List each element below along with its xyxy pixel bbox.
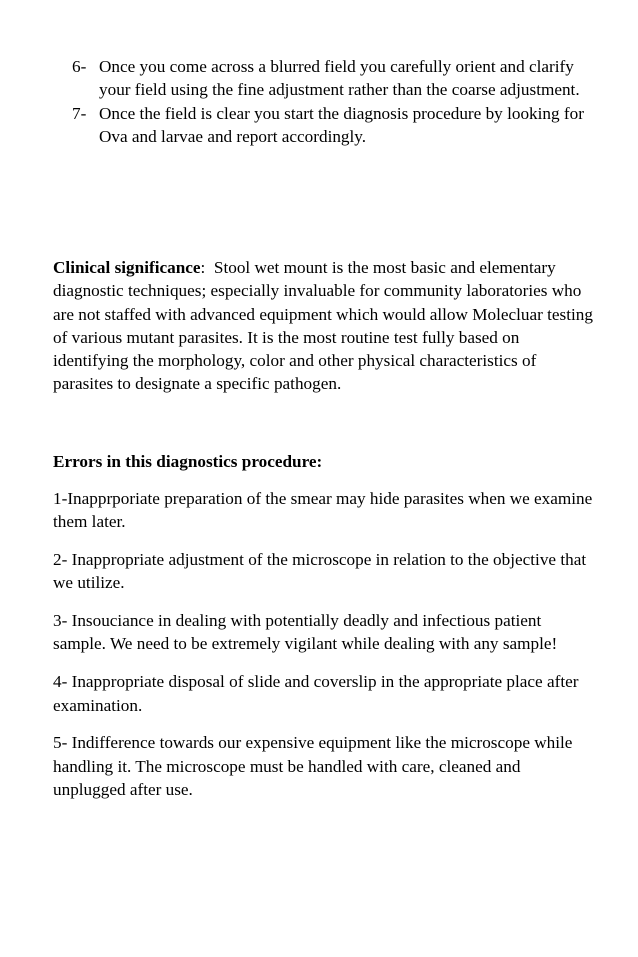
step-number: 6- [72, 57, 87, 76]
errors-list [53, 487, 593, 816]
step-text: Once you come across a blurred field you carefully orient and clarify your field using the fine adjustment rather than the coarse adjustment. [99, 57, 580, 100]
error-item: 4- Inappropriate disposal of slide and coverslip in the appropriate place after examination. [53, 672, 579, 715]
procedure-step [72, 102, 592, 149]
clinical-significance-text: Stool wet mount is the most basic and elementary diagnostic techniques; especially invaluable for community laboratories who are not staffed with advanced equipment which would allow Molecluar testing of various mutant parasites. It is the most routine test fully based on identifying the morphology, color and other physical characteristics of parasites to designate a specific pathogen. [53, 258, 598, 394]
error-item: 2- Inappropriate adjustment of the microscope in relation to the objective that we utilize. [53, 550, 587, 593]
clinical-significance-paragraph [53, 256, 598, 396]
procedure-steps-list [72, 55, 592, 148]
error-item: 3- Insouciance in dealing with potentially deadly and infectious patient sample. We need to be extremely vigilant while dealing with any sample! [53, 611, 558, 654]
error-item: 1-Inapprporiate preparation of the smear may hide parasites when we examine them later. [53, 489, 593, 532]
error-item: 5- Indifference towards our expensive equipment like the microscope while handling it. The microscope must be handled with care, cleaned and unplugged after use. [53, 733, 573, 799]
step-text: Once the field is clear you start the diagnosis procedure by looking for Ova and larvae and report accordingly. [99, 103, 584, 146]
errors-heading: Errors in this diagnostics procedure: [53, 452, 323, 471]
procedure-step [72, 55, 592, 102]
clinical-significance-separator: : [200, 258, 206, 277]
clinical-significance-label: Clinical significance [53, 258, 201, 277]
step-number: 7- [72, 103, 87, 123]
